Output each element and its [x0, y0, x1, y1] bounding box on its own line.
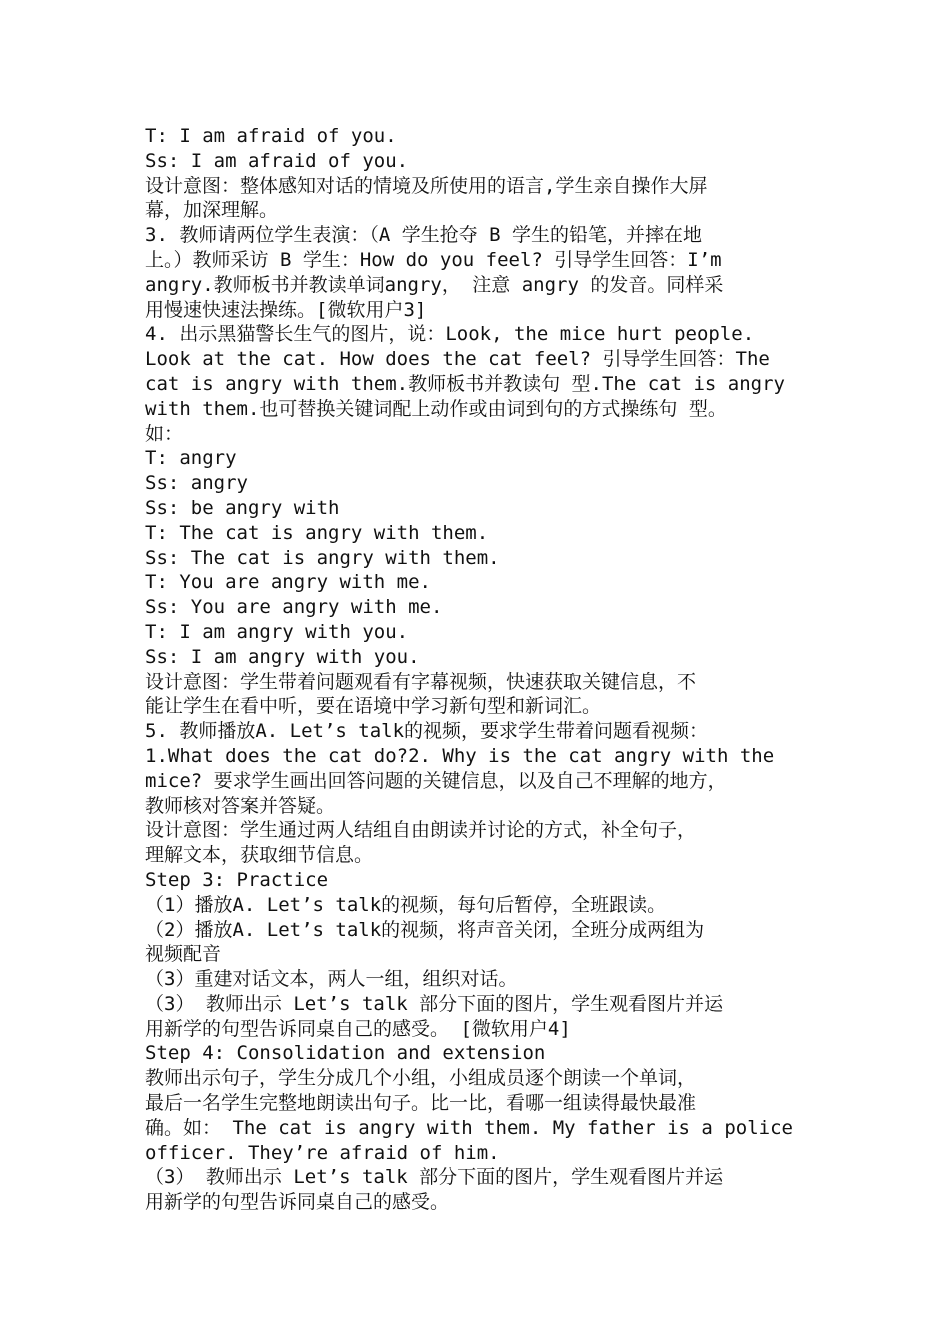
- text-line: T: angry: [145, 447, 237, 470]
- text-line: 4. 出示黑猫警长生气的图片，说：Look, the mice hurt people.: [145, 323, 755, 346]
- text-line: 设计意图：整体感知对话的情境及所使用的语言,学生亲自操作大屏: [145, 174, 708, 197]
- section-heading: Step 4: Consolidation and extension: [145, 1042, 546, 1065]
- text-line: mice? 要求学生画出回答问题的关键信息，以及自己不理解的地方，: [145, 769, 727, 792]
- text-line: 用慢速快速法操练。[微软用户3]: [145, 298, 427, 321]
- text-line: Look at the cat. How does the cat feel? 引导学生回答：The: [145, 348, 770, 371]
- text-line: cat is angry with them.教师板书并教读句 型.The cat is angry: [145, 372, 785, 395]
- text-line: 理解文本，获取细节信息。: [145, 844, 374, 867]
- text-line: 教师出示句子，学生分成几个小组，小组成员逐个朗读一个单词，: [145, 1067, 697, 1090]
- text-line: 5. 教师播放A. Let’s talk的视频，要求学生带着问题看视频：: [145, 720, 709, 743]
- text-line: 如：: [145, 422, 184, 445]
- text-line: T: I am afraid of you.: [145, 125, 397, 147]
- text-line: 最后一名学生完整地朗读出句子。比一比，看哪一组读得最快最准: [145, 1092, 697, 1115]
- text-line: 能让学生在看中听，要在语境中学习新句型和新词汇。: [145, 695, 602, 718]
- text-line: （3） 教师出示 Let’s talk 部分下面的图片，学生观看图片并运: [145, 1166, 724, 1189]
- text-line: angry.教师板书并教读单词angry， 注意 angry 的发音。同样采: [145, 273, 724, 296]
- text-line: officer. They’re afraid of him.: [145, 1141, 500, 1164]
- text-line: 用新学的句型告诉同桌自己的感受。 [微软用户4]: [145, 1017, 571, 1040]
- text-line: 上。）教师采访 B 学生：How do you feel? 引导学生回答：I’m: [145, 248, 722, 271]
- text-line: 设计意图：学生通过两人结组自由朗读并讨论的方式，补全句子，: [145, 819, 697, 842]
- text-line: with them.也可替换关键词配上动作或由词到句的方式操练句 型。: [145, 397, 727, 420]
- text-line: 设计意图：学生带着问题观看有字幕视频，快速获取关键信息，不: [145, 670, 697, 693]
- text-line: 幕，加深理解。: [145, 199, 279, 222]
- text-line: Ss: I am afraid of you.: [145, 149, 409, 172]
- text-line: （1）播放A. Let’s talk的视频，每句后暂停，全班跟读。: [145, 893, 667, 916]
- text-line: （3） 教师出示 Let’s talk 部分下面的图片，学生观看图片并运: [145, 992, 724, 1015]
- text-line: T: The cat is angry with them.: [145, 521, 489, 544]
- text-line: Ss: be angry with: [145, 496, 340, 519]
- text-line: （3）重建对话文本，两人一组，组织对话。: [145, 968, 518, 991]
- text-line: 视频配音: [145, 943, 222, 966]
- text-line: 确。如： The cat is angry with them. My father is a police: [145, 1116, 793, 1139]
- text-line: 1.What does the cat do?2. Why is the cat angry with the: [145, 744, 775, 767]
- text-line: Ss: angry: [145, 472, 248, 495]
- text-line: 用新学的句型告诉同桌自己的感受。: [145, 1191, 450, 1214]
- text-line: Ss: I am angry with you.: [145, 645, 420, 668]
- text-line: Ss: You are angry with me.: [145, 596, 443, 619]
- section-heading: Step 3: Practice: [145, 868, 329, 891]
- text-line: Ss: The cat is angry with them.: [145, 546, 500, 569]
- text-line: 教师核对答案并答疑。: [145, 794, 336, 817]
- text-line: （2）播放A. Let’s talk的视频，将声音关闭，全班分成两组为: [145, 918, 705, 941]
- text-line: 3. 教师请两位学生表演：（A 学生抢夺 B 学生的铅笔，并摔在地: [145, 224, 703, 247]
- text-line: T: You are angry with me.: [145, 571, 431, 594]
- document-page: [145, 124, 815, 1215]
- text-line: T: I am angry with you.: [145, 620, 409, 643]
